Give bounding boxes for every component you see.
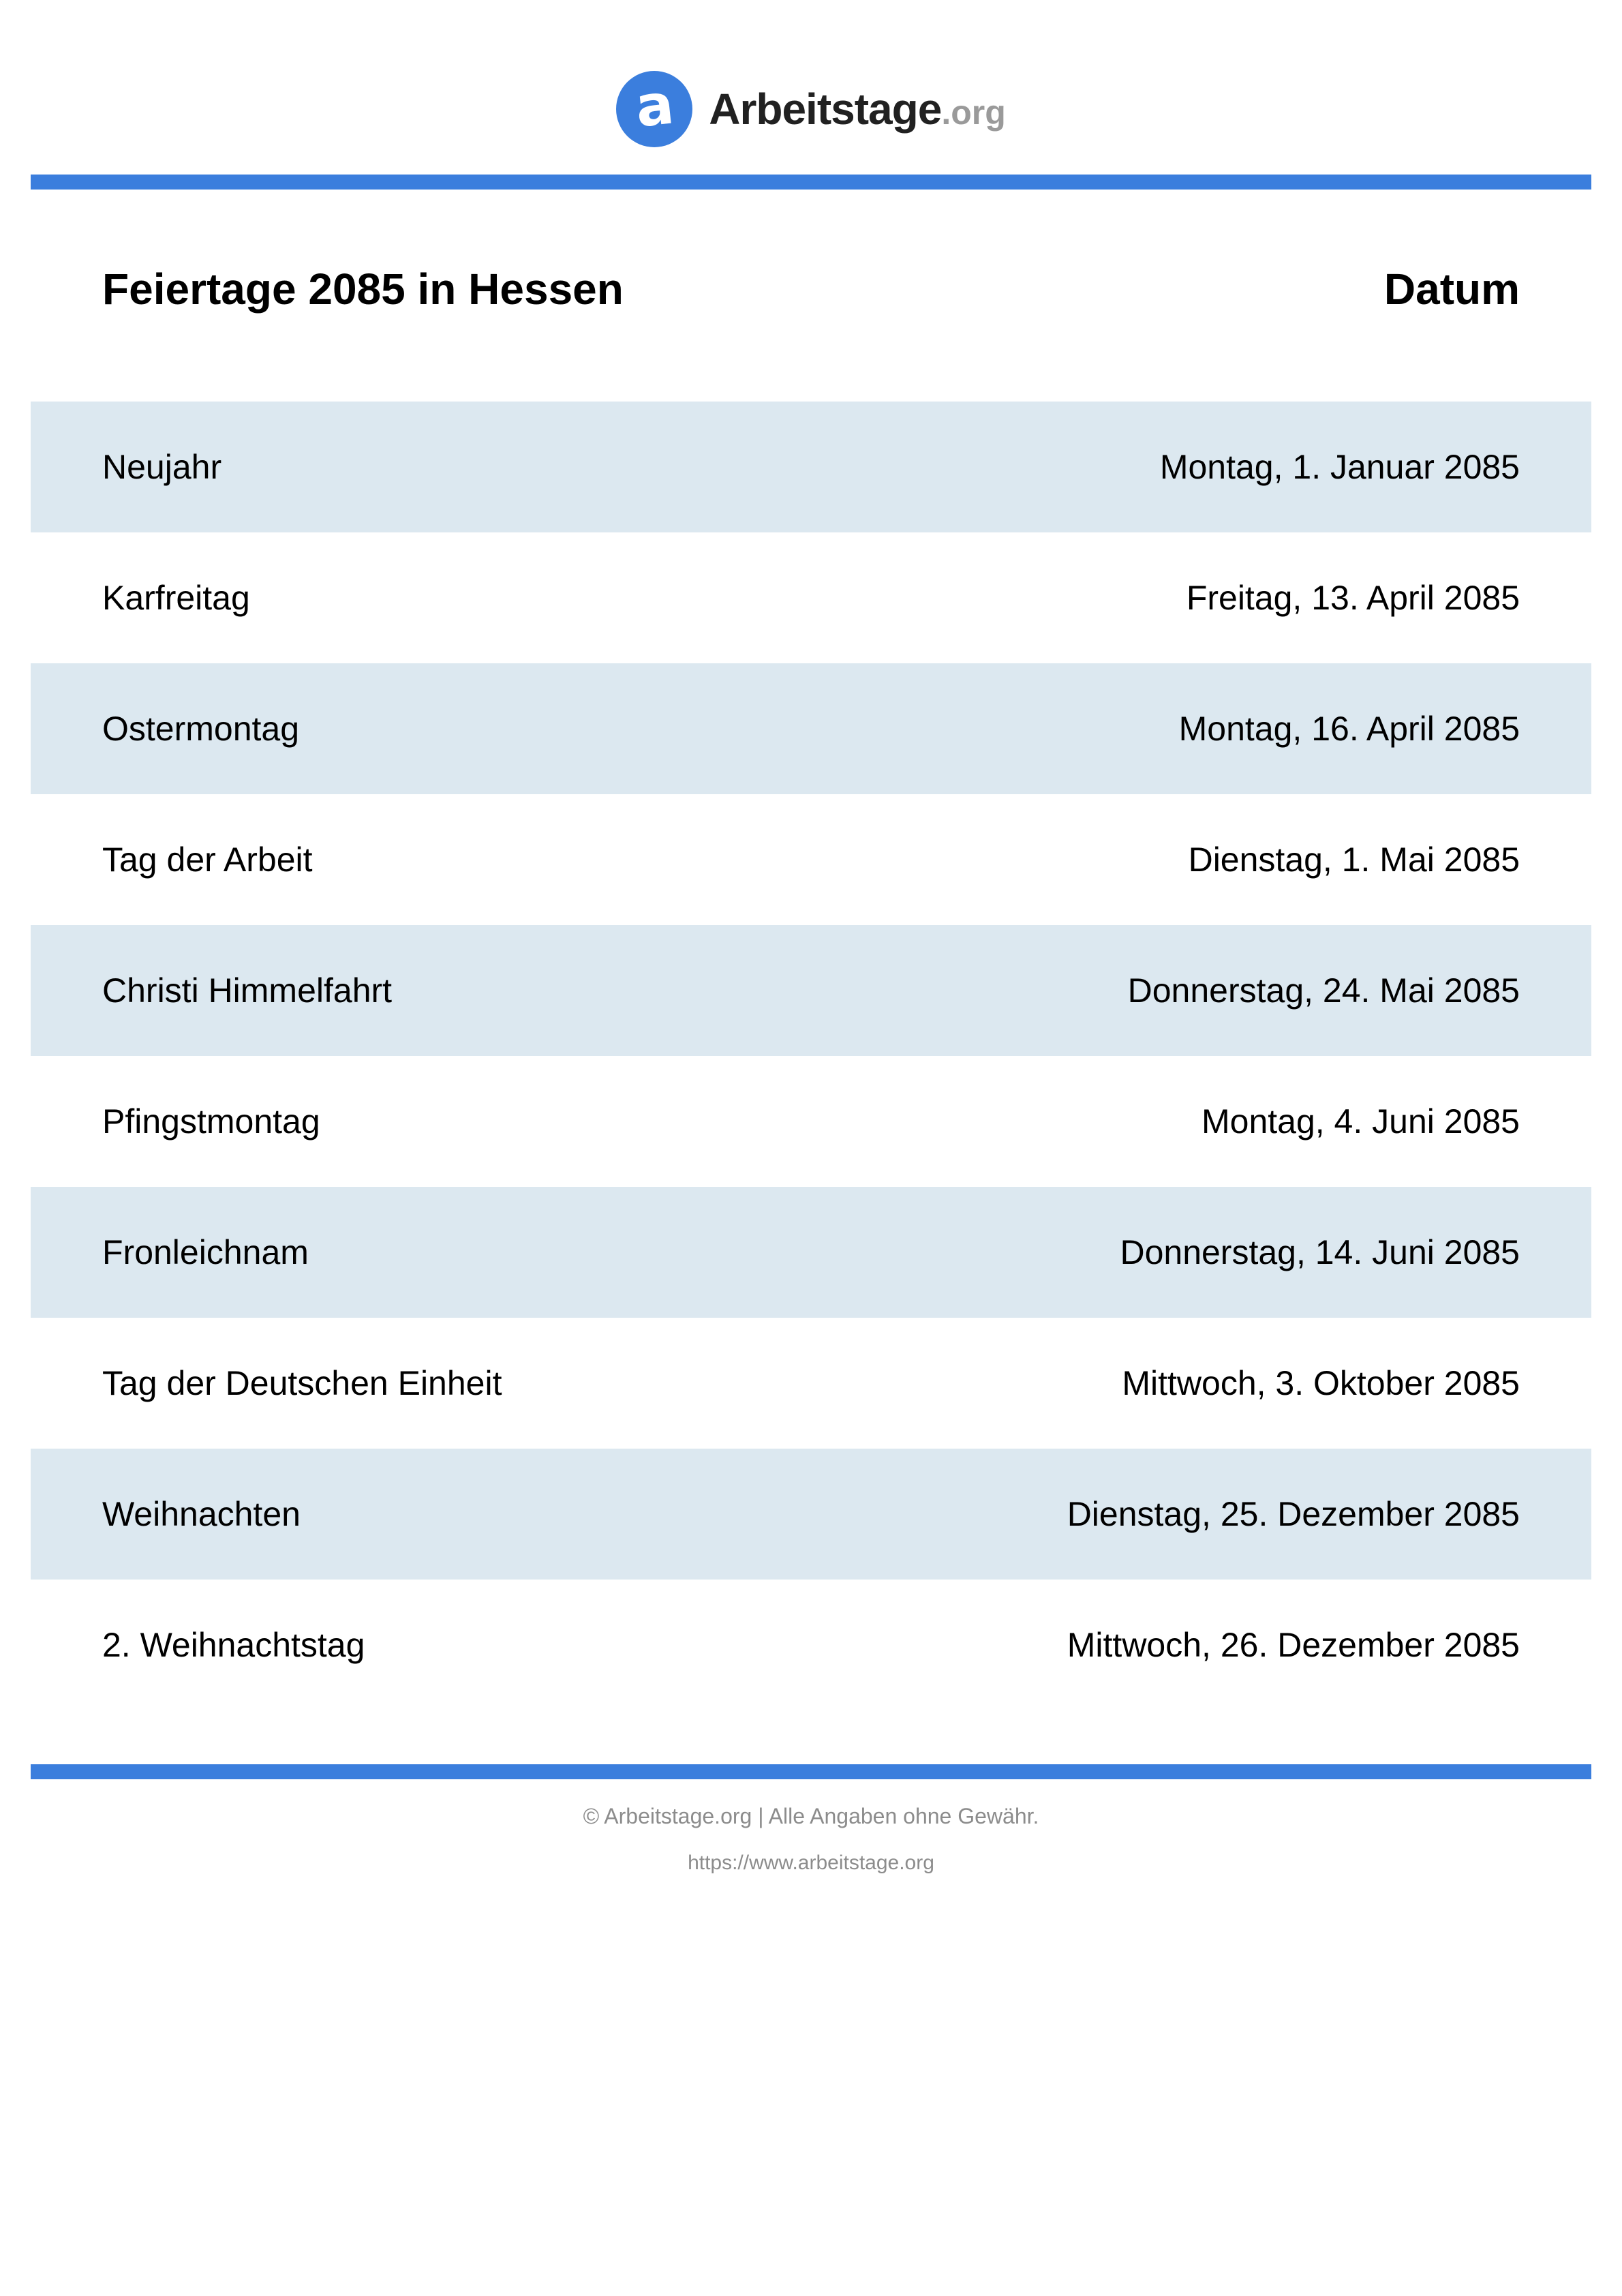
table-row (31, 1056, 1591, 1187)
holiday-name: 2. Weihnachtstag (102, 1626, 365, 1664)
holiday-name: Christi Himmelfahrt (102, 971, 393, 1010)
site-url-link[interactable]: https://www.arbeitstage.org (688, 1852, 934, 1874)
table-row (31, 925, 1591, 1056)
logo-letter: a (632, 72, 677, 140)
brand-name-tld: .org (941, 93, 1006, 132)
table-row (31, 1318, 1591, 1449)
table-row (31, 663, 1591, 794)
holiday-date: Dienstag, 1. Mai 2085 (1188, 841, 1520, 879)
arbeitstage-logo-icon (616, 71, 692, 147)
holiday-date: Mittwoch, 3. Oktober 2085 (1122, 1364, 1520, 1402)
holiday-name: Neujahr (102, 448, 222, 486)
table-header-row (102, 265, 1520, 314)
brand-name (709, 84, 1006, 134)
bottom-divider-bar (31, 1764, 1591, 1779)
holiday-name: Tag der Deutschen Einheit (102, 1364, 502, 1402)
holiday-name: Weihnachten (102, 1495, 301, 1533)
holiday-name: Ostermontag (102, 710, 300, 748)
page-title: Feiertage 2085 in Hessen (102, 265, 624, 314)
holiday-date: Montag, 4. Juni 2085 (1202, 1102, 1520, 1141)
table-row (31, 402, 1591, 532)
table-row (31, 1187, 1591, 1318)
holiday-date: Mittwoch, 26. Dezember 2085 (1067, 1626, 1520, 1664)
date-column-header: Datum (1383, 265, 1520, 314)
holiday-name: Karfreitag (102, 579, 250, 617)
table-row (31, 532, 1591, 663)
holiday-date: Dienstag, 25. Dezember 2085 (1067, 1495, 1520, 1533)
holiday-table (31, 402, 1591, 1710)
table-row (31, 1580, 1591, 1710)
holiday-date: Montag, 16. April 2085 (1178, 710, 1520, 748)
holiday-name: Tag der Arbeit (102, 841, 313, 879)
top-divider-bar (31, 175, 1591, 190)
table-row (31, 794, 1591, 925)
table-row (31, 1449, 1591, 1580)
holiday-date: Donnerstag, 14. Juni 2085 (1120, 1233, 1520, 1271)
brand-name-main: Arbeitstage (709, 85, 942, 134)
holiday-date: Donnerstag, 24. Mai 2085 (1127, 971, 1520, 1010)
holiday-name: Fronleichnam (102, 1233, 309, 1271)
site-header (0, 67, 1622, 151)
holiday-name: Pfingstmontag (102, 1102, 320, 1141)
copyright-text: © Arbeitstage.org | Alle Angaben ohne Gewähr. (583, 1804, 1039, 1828)
holiday-date: Montag, 1. Januar 2085 (1159, 448, 1520, 486)
holiday-date: Freitag, 13. April 2085 (1186, 579, 1520, 617)
